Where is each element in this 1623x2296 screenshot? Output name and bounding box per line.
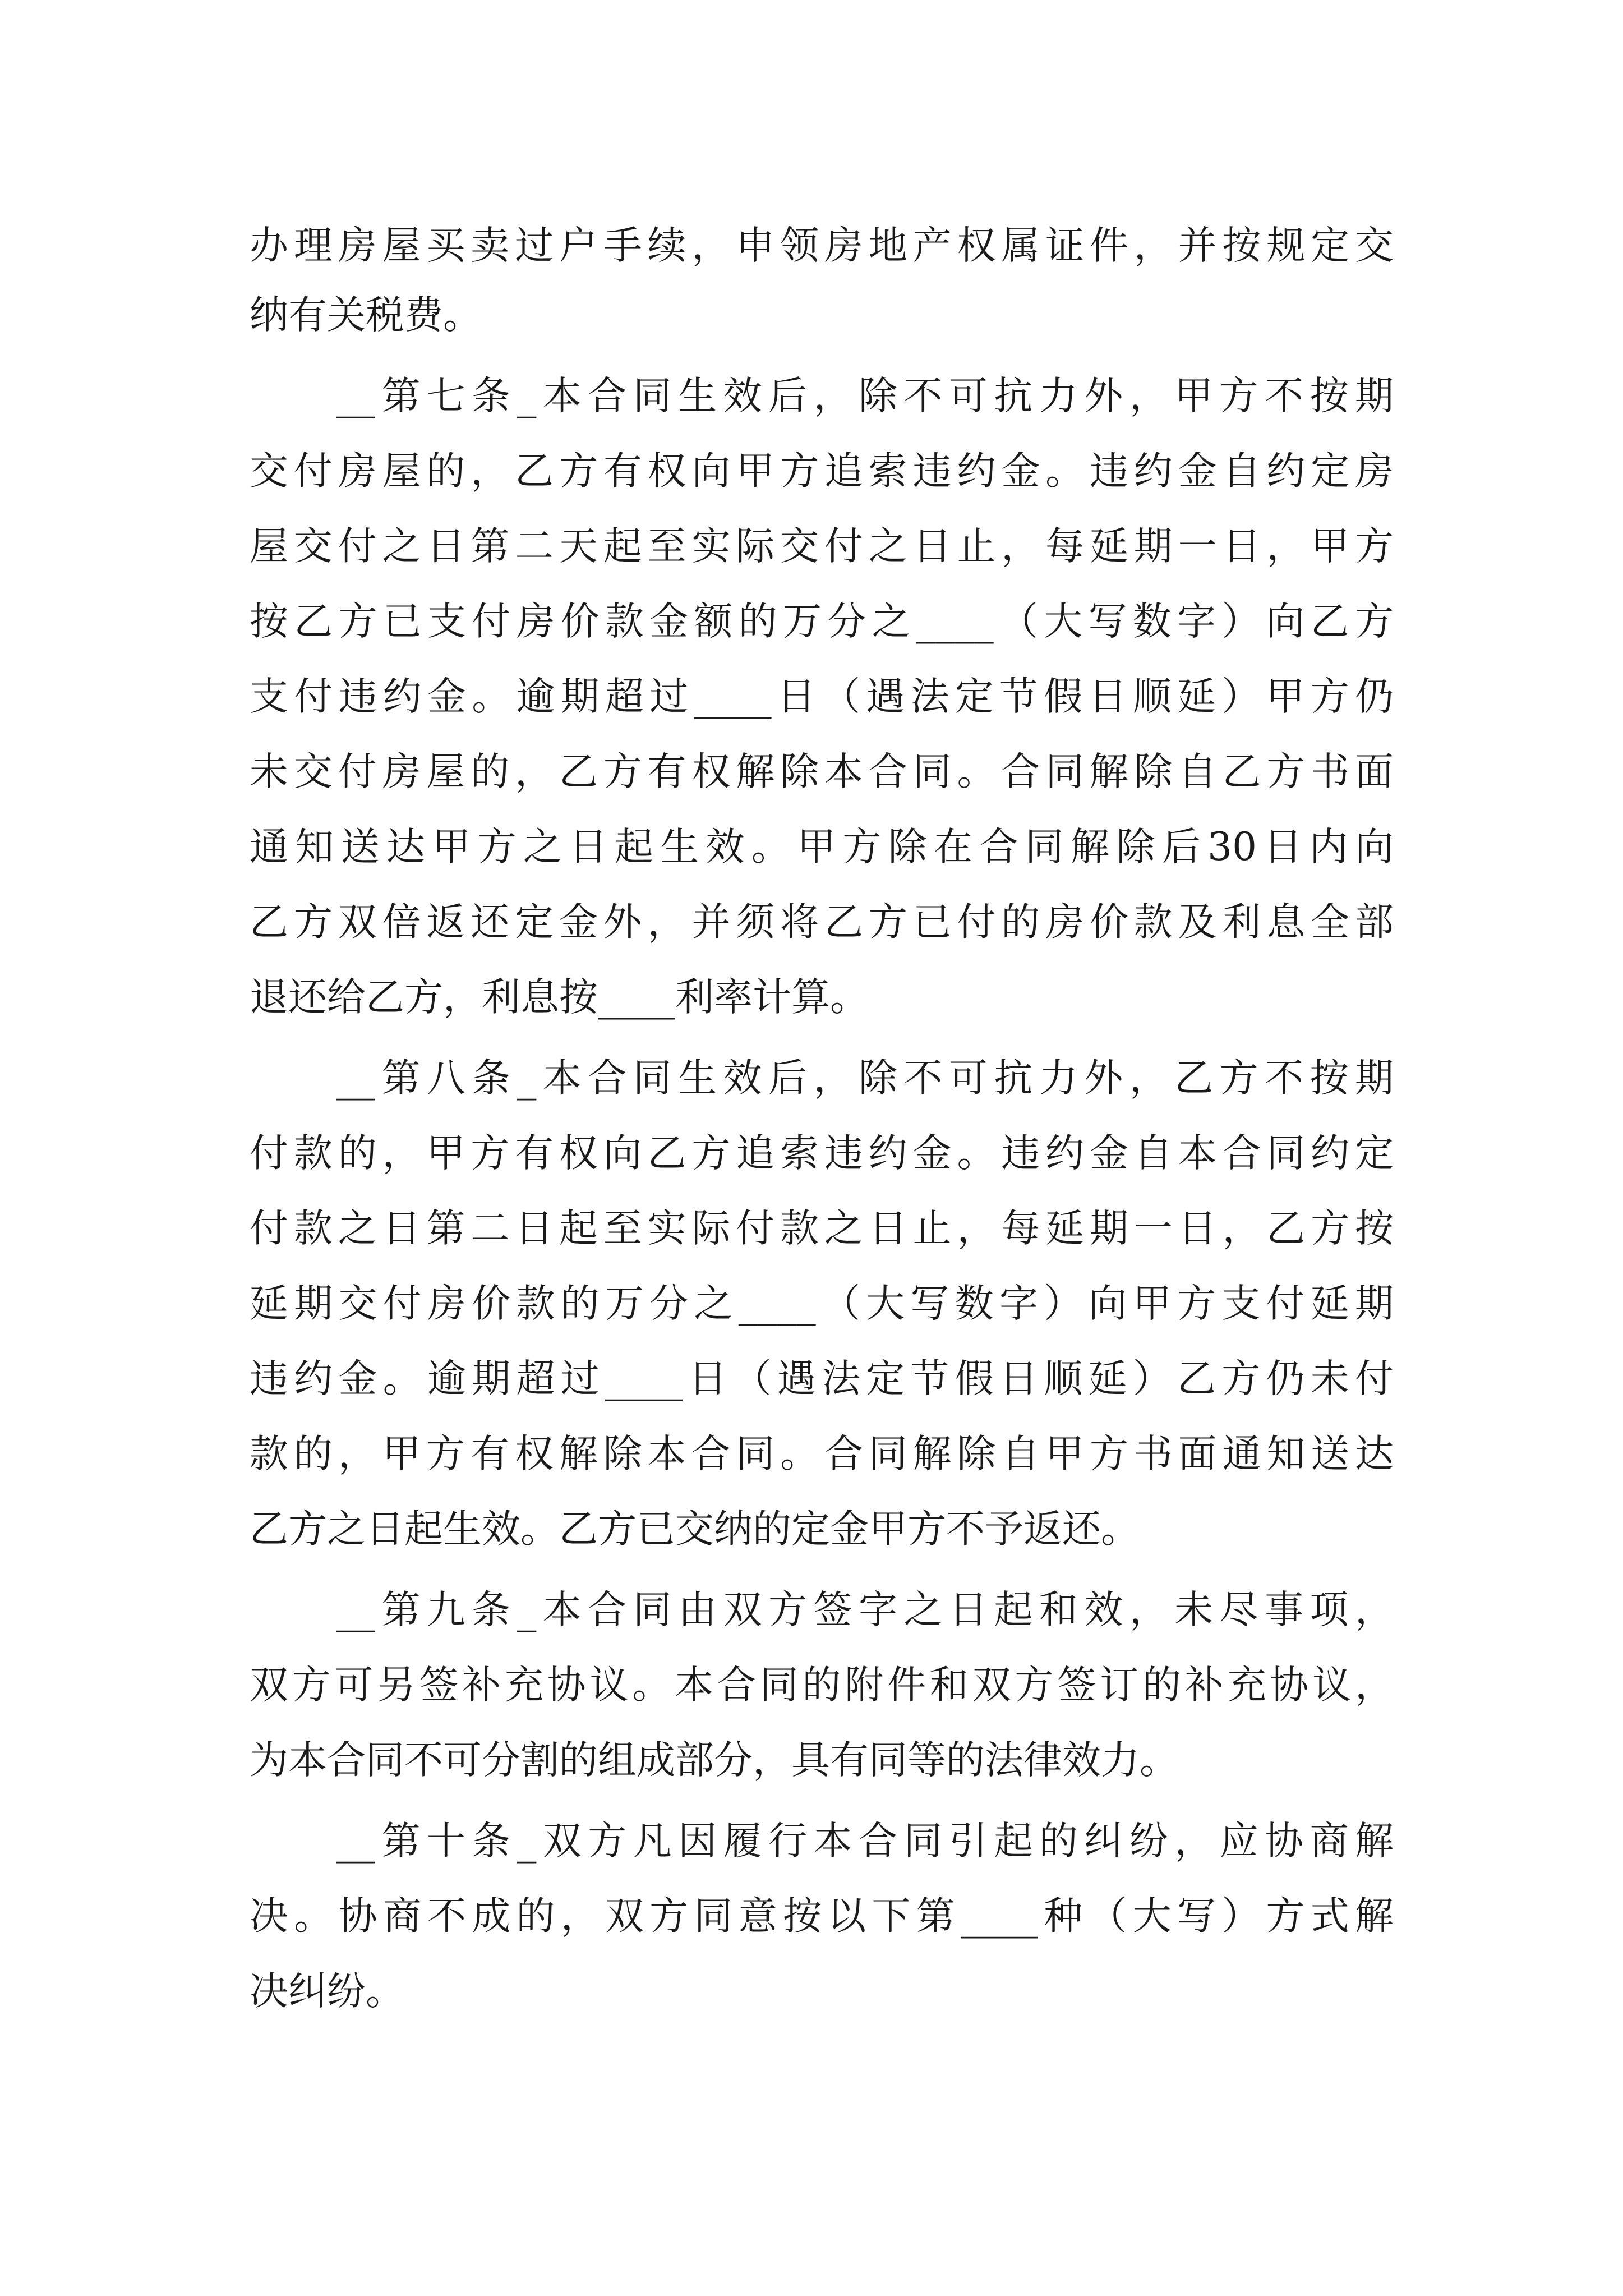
article-8-heading-line: __第八条_本合同生效后，除不可抗力外，乙方不按期	[336, 1056, 1394, 1101]
text-line: 退还给乙方，利息按____利率计算。	[250, 975, 869, 1020]
text-line: 未交付房屋的，乙方有权解除本合同。合同解除自乙方书面	[250, 749, 1394, 794]
text-line: 延期交付房价款的万分之____（大写数字）向甲方支付延期	[250, 1281, 1394, 1326]
text-line: 支付违约金。逾期超过____日（遇法定节假日顺延）甲方仍	[250, 674, 1394, 719]
text-line: 付款的，甲方有权向乙方追索违约金。违约金自本合同约定	[250, 1131, 1394, 1176]
text-line: 屋交付之日第二天起至实际交付之日止，每延期一日，甲方	[250, 524, 1394, 569]
article-10-heading-line: __第十条_双方凡因履行本合同引起的纠纷，应协商解	[336, 1819, 1394, 1864]
text-line: 通知送达甲方之日起生效。甲方除在合同解除后30日内向	[250, 825, 1394, 869]
text-line: 办理房屋买卖过户手续，申领房地产权属证件，并按规定交	[250, 223, 1394, 268]
text-line: 付款之日第二日起至实际付款之日止，每延期一日，乙方按	[250, 1206, 1394, 1251]
article-9-heading-line: __第九条_本合同由双方签字之日起和效，未尽事项，	[336, 1588, 1394, 1632]
text-line: 交付房屋的，乙方有权向甲方追索违约金。违约金自约定房	[250, 449, 1394, 494]
text-line: 乙方双倍返还定金外，并须将乙方已付的房价款及利息全部	[250, 900, 1394, 945]
text-line: 按乙方已支付房价款金额的万分之____（大写数字）向乙方	[250, 599, 1394, 644]
text-line: 为本合同不可分割的组成部分，具有同等的法律效力。	[250, 1738, 1178, 1783]
text-line: 乙方之日起生效。乙方已交纳的定金甲方不予返还。	[250, 1507, 1140, 1552]
text-line: 双方可另签补充协议。本合同的附件和双方签订的补充协议，	[250, 1663, 1394, 1708]
text-line: 决。协商不成的，双方同意按以下第____种（大写）方式解	[250, 1894, 1394, 1939]
text-line: 款的，甲方有权解除本合同。合同解除自甲方书面通知送达	[250, 1432, 1394, 1476]
article-7-heading-line: __第七条_本合同生效后，除不可抗力外，甲方不按期	[336, 374, 1394, 418]
text-line: 决纠纷。	[250, 1969, 404, 2014]
text-line: 违约金。逾期超过____日（遇法定节假日顺延）乙方仍未付	[250, 1356, 1394, 1401]
text-line: 纳有关税费。	[250, 293, 482, 338]
